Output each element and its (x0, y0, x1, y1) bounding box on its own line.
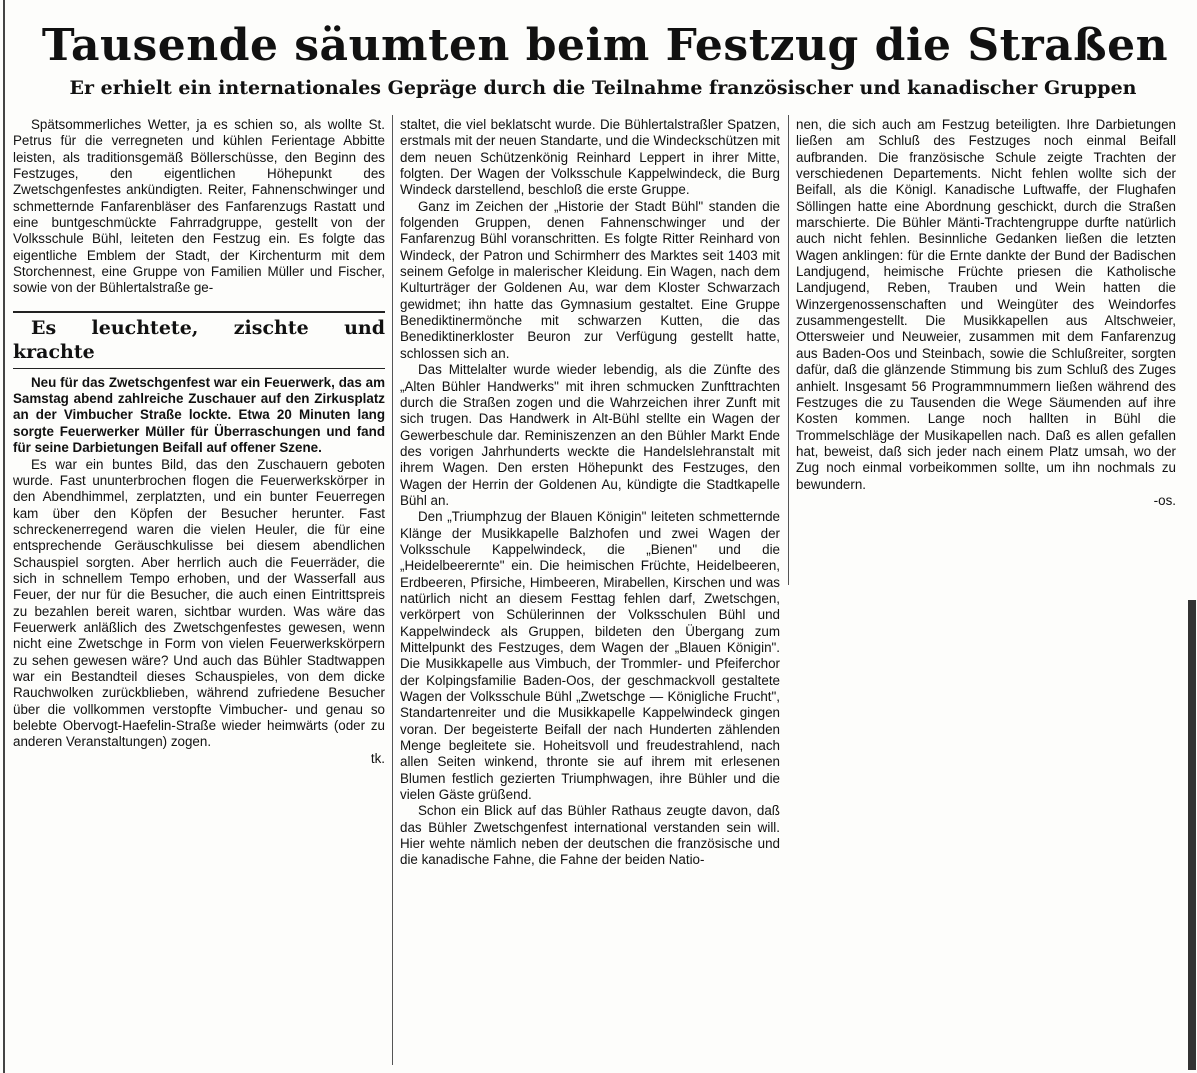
column-rule-right (788, 115, 789, 585)
column-rule-left (392, 115, 393, 1065)
article-column-1 (13, 117, 385, 767)
article-column-3 (796, 117, 1176, 509)
subheadline: Er erhielt ein internationales Gepräge durch die Teilnahme französischer und kanadischer Gruppen (69, 77, 1137, 99)
paragraph: Den „Triumphzug der Blauen Königin" leiteten schmetternde Klänge der Musikkapelle Balzhofen und zwei Wagen der Volksschule Kappelwindeck, die „Bienen" und die „Heidelbeerernte" ein. Die heimischen Früchte, Heidelbeeren, Erdbeeren, Pfirsiche, Himbeeren, Mirabellen, Kirschen und was natürlich nicht an diesem Festtag fehlen darf, Zwetschgen, verkörpert von Schülerinnen der Volksschulen Bühl und Kappelwindeck als Gruppen, bildeten den Übergang zum Mittelpunkt des Festzuges, dem Wagen der „Blauen Königin". Die Musikkapelle aus Vimbuch, der Trommler- und Pfeiferchor der Kolpingsfamilie Baden-Oos, der geschmackvoll gestaltete Wagen der Volksschule Bühl „Zwetschge — Königliche Frucht", Standartenreiter und die Musikkapelle Kappelwindeck gingen voran. Der begeisterte Beifall der nach Hunderten zählenden Menge begleitete sie. Hoheitsvoll und freudestrahlend, nach allen Seiten winkend, thronte sie auf ihrem mit erlesenen Blumen festlich gezierten Triumphwagen, ihre Bühler und die vielen Gäste grüßend. (400, 509, 780, 803)
paragraph: Das Mittelalter wurde wieder lebendig, als die Zünfte des „Alten Bühler Handwerks" mit ihren schmucken Zunfttrachten durch die Straßen zogen und die Wahrzeichen ihrer Zunft mit sich trugen. Das Handwerk in Alt-Bühl stellte ein Wagen der Gewerbeschule dar. Reminiszenzen an den Bühler Markt Ende des vorigen Jahrhunderts weckte die Handelslehranstalt mit ihrem Wagen. Den ersten Höhepunkt des Festzuges, den Wagen der Herrin der Goldenen Au, kündigte die Stadtkapelle Bühl an. (400, 362, 780, 508)
scan-edge-left (3, 0, 5, 1073)
paragraph: Es war ein buntes Bild, das den Zuschauern geboten wurde. Fast ununterbrochen flogen die Feuerwerkskörper in den Abendhimmel, zerplatzten, und ein bunter Feuerregen kam über den Köpfen der Besucher herunter. Fast schreckenerregend waren die vielen Heuler, die für eine entsprechende Geräuschkulisse bei diesem abendlichen Schauspiel sorgten. Aber herrlich auch die Feuerräder, die sich in schnellem Tempo erhoben, und der Wasserfall aus Feuer, der nur für die Besucher, die auch einen Eintrittspreis zu bezahlen bereit waren, sichtbar wurden. Was wäre das Feuerwerk anläßlich des Zwetschgenfestes gewesen, wenn nicht eine Zwetschge in Form von vielen Feuerwerkskörpern zu sehen gewesen wäre? Und auch das Bühler Stadtwappen war ein Bestandteil dieses Schauspieles, von dem dicke Rauchwolken zurückblieben, während zufriedene Besucher über die vollkommen verstopfte Vimbucher- und genau so belebte Obervogt-Haefelin-Straße wieder heimwärts (oder zu anderen Veranstaltungen) zogen. (13, 456, 385, 750)
author-signature: tk. (370, 750, 385, 766)
paragraph: Schon ein Blick auf das Bühler Rathaus zeugte davon, daß das Bühler Zwetschgenfest international verstanden sein will. Hier wehte nämlich neben der deutschen die französische und die kanadische Fahne, die Fahne der beiden Natio- (400, 803, 780, 868)
author-signature: -os. (1153, 492, 1176, 508)
scan-edge-right (1188, 600, 1196, 1070)
paragraph: Ganz im Zeichen der „Historie der Stadt Bühl" standen die folgenden Gruppen, denen Fahnenschwinger und der Fanfarenzug Bühl voranschritten. Es folgte Ritter Reinhard von Windeck, der Patron und Schirmherr des Marktes seit 1403 mit seinem Gefolge in malerischer Kleidung. Ein Wagen, nach dem Kulturträger der Goldenen Au, war dem Kloster Schwarzach gewidmet; ihn hatte das Gymnasium gestaltet. Eine Gruppe Benediktinermönche mit schwarzen Kutten, die das Benediktinerkloster Beuron zur Verfügung gestellt hatte, schlossen sich an. (400, 198, 780, 361)
paragraph: Spätsommerliches Wetter, ja es schien so, als wollte St. Petrus für die verregneten und kühlen Ferientage Abbitte leisten, als traditionsgemäß Böllerschüsse, den Beginn des Festzuges, den eigentlichen Höhepunkt des Zwetschgenfestes ankündigten. Reiter, Fahnenschwinger und schmetternde Fanfarenbläser des Fanfarenzugs Rastatt und eine buntgeschmückte Fahrradgruppe, gestellt von der Volksschule Bühl, leiteten den Festzug ein. Es folgte das eigentliche Emblem der Stadt, der Kirchenturm mit dem Storchennest, eine Gruppe von Familien Müller und Fischer, sowie von der Bühlertalstraße ge- (13, 117, 385, 296)
paragraph: staltet, die viel beklatscht wurde. Die Bühlertalstraßler Spatzen, erstmals mit der neuen Standarte, und die Windeckschützen mit dem neuen Schützenkönig Reinhard Leppert in ihrer Mitte, folgten. Der Wagen der Volksschule Kappelwindeck, die Burg Windeck darstellend, beschloß die erste Gruppe. (400, 117, 780, 198)
lead-paragraph: Neu für das Zwetschgenfest war ein Feuerwerk, das am Samstag abend zahlreiche Zuschauer auf den Zirkusplatz an der Vimbucher Straße lockte. Etwa 20 Minuten lang sorgte Feuerwerker Müller für Überraschungen und fand für seine Darbietungen Beifall auf offener Szene. (13, 374, 385, 456)
section-subtitle: Es leuchtete, zischte und krachte (13, 316, 385, 363)
headline: Tausende säumten beim Festzug die Straßen (41, 20, 1169, 71)
paragraph: nen, die sich auch am Festzug beteiligten. Ihre Darbietungen ließen am Schluß des Festzuges noch einmal Beifall aufbranden. Die französische Schule zeigte Trachten der verschiedenen Departements. Nicht fehlen wollte sich der Beifall, als die Königl. Kanadische Luftwaffe, der Flughafen Söllingen hatte eine Abordnung geschickt, durch die Straßen marschierte. Die Bühler Mänti-Trachtengruppe durfte natürlich auch nicht fehlen. Besinnliche Gedanken ließen die letzten Wagen anklingen: für die Ernte dankte der Bund der Badischen Landjugend, heimische Früchte priesen die Katholische Landjugend, Reben, Trauben und Wein hatten die Winzergenossenschaften und Weingüter des Weindorfes zusammengestellt. Die Musikkapellen aus Altschweier, Ottersweier und Neuweier, zusammen mit dem Fanfarenzug aus Baden-Oos und Steinbach, sowie die Schlußreiter, sorgten dafür, daß die glänzende Stimmung bis zum Schluß des Zuges anhielt. Insgesamt 56 Programmnummern ließen während des Festzuges die zu Tausenden die Wege Säumenden auf ihre Kosten kommen. Lange noch hallten in Bühl die Trommelschläge der Musikapellen nach. Daß es allen gefallen hat, beweist, daß sich jeder nach einem Platz umsah, wo der Zug noch einmal vorbeikommen sollte, um ihn nochmals zu bewundern. (796, 117, 1176, 492)
section-subtitle-box (13, 311, 385, 369)
article-column-2 (400, 117, 780, 869)
